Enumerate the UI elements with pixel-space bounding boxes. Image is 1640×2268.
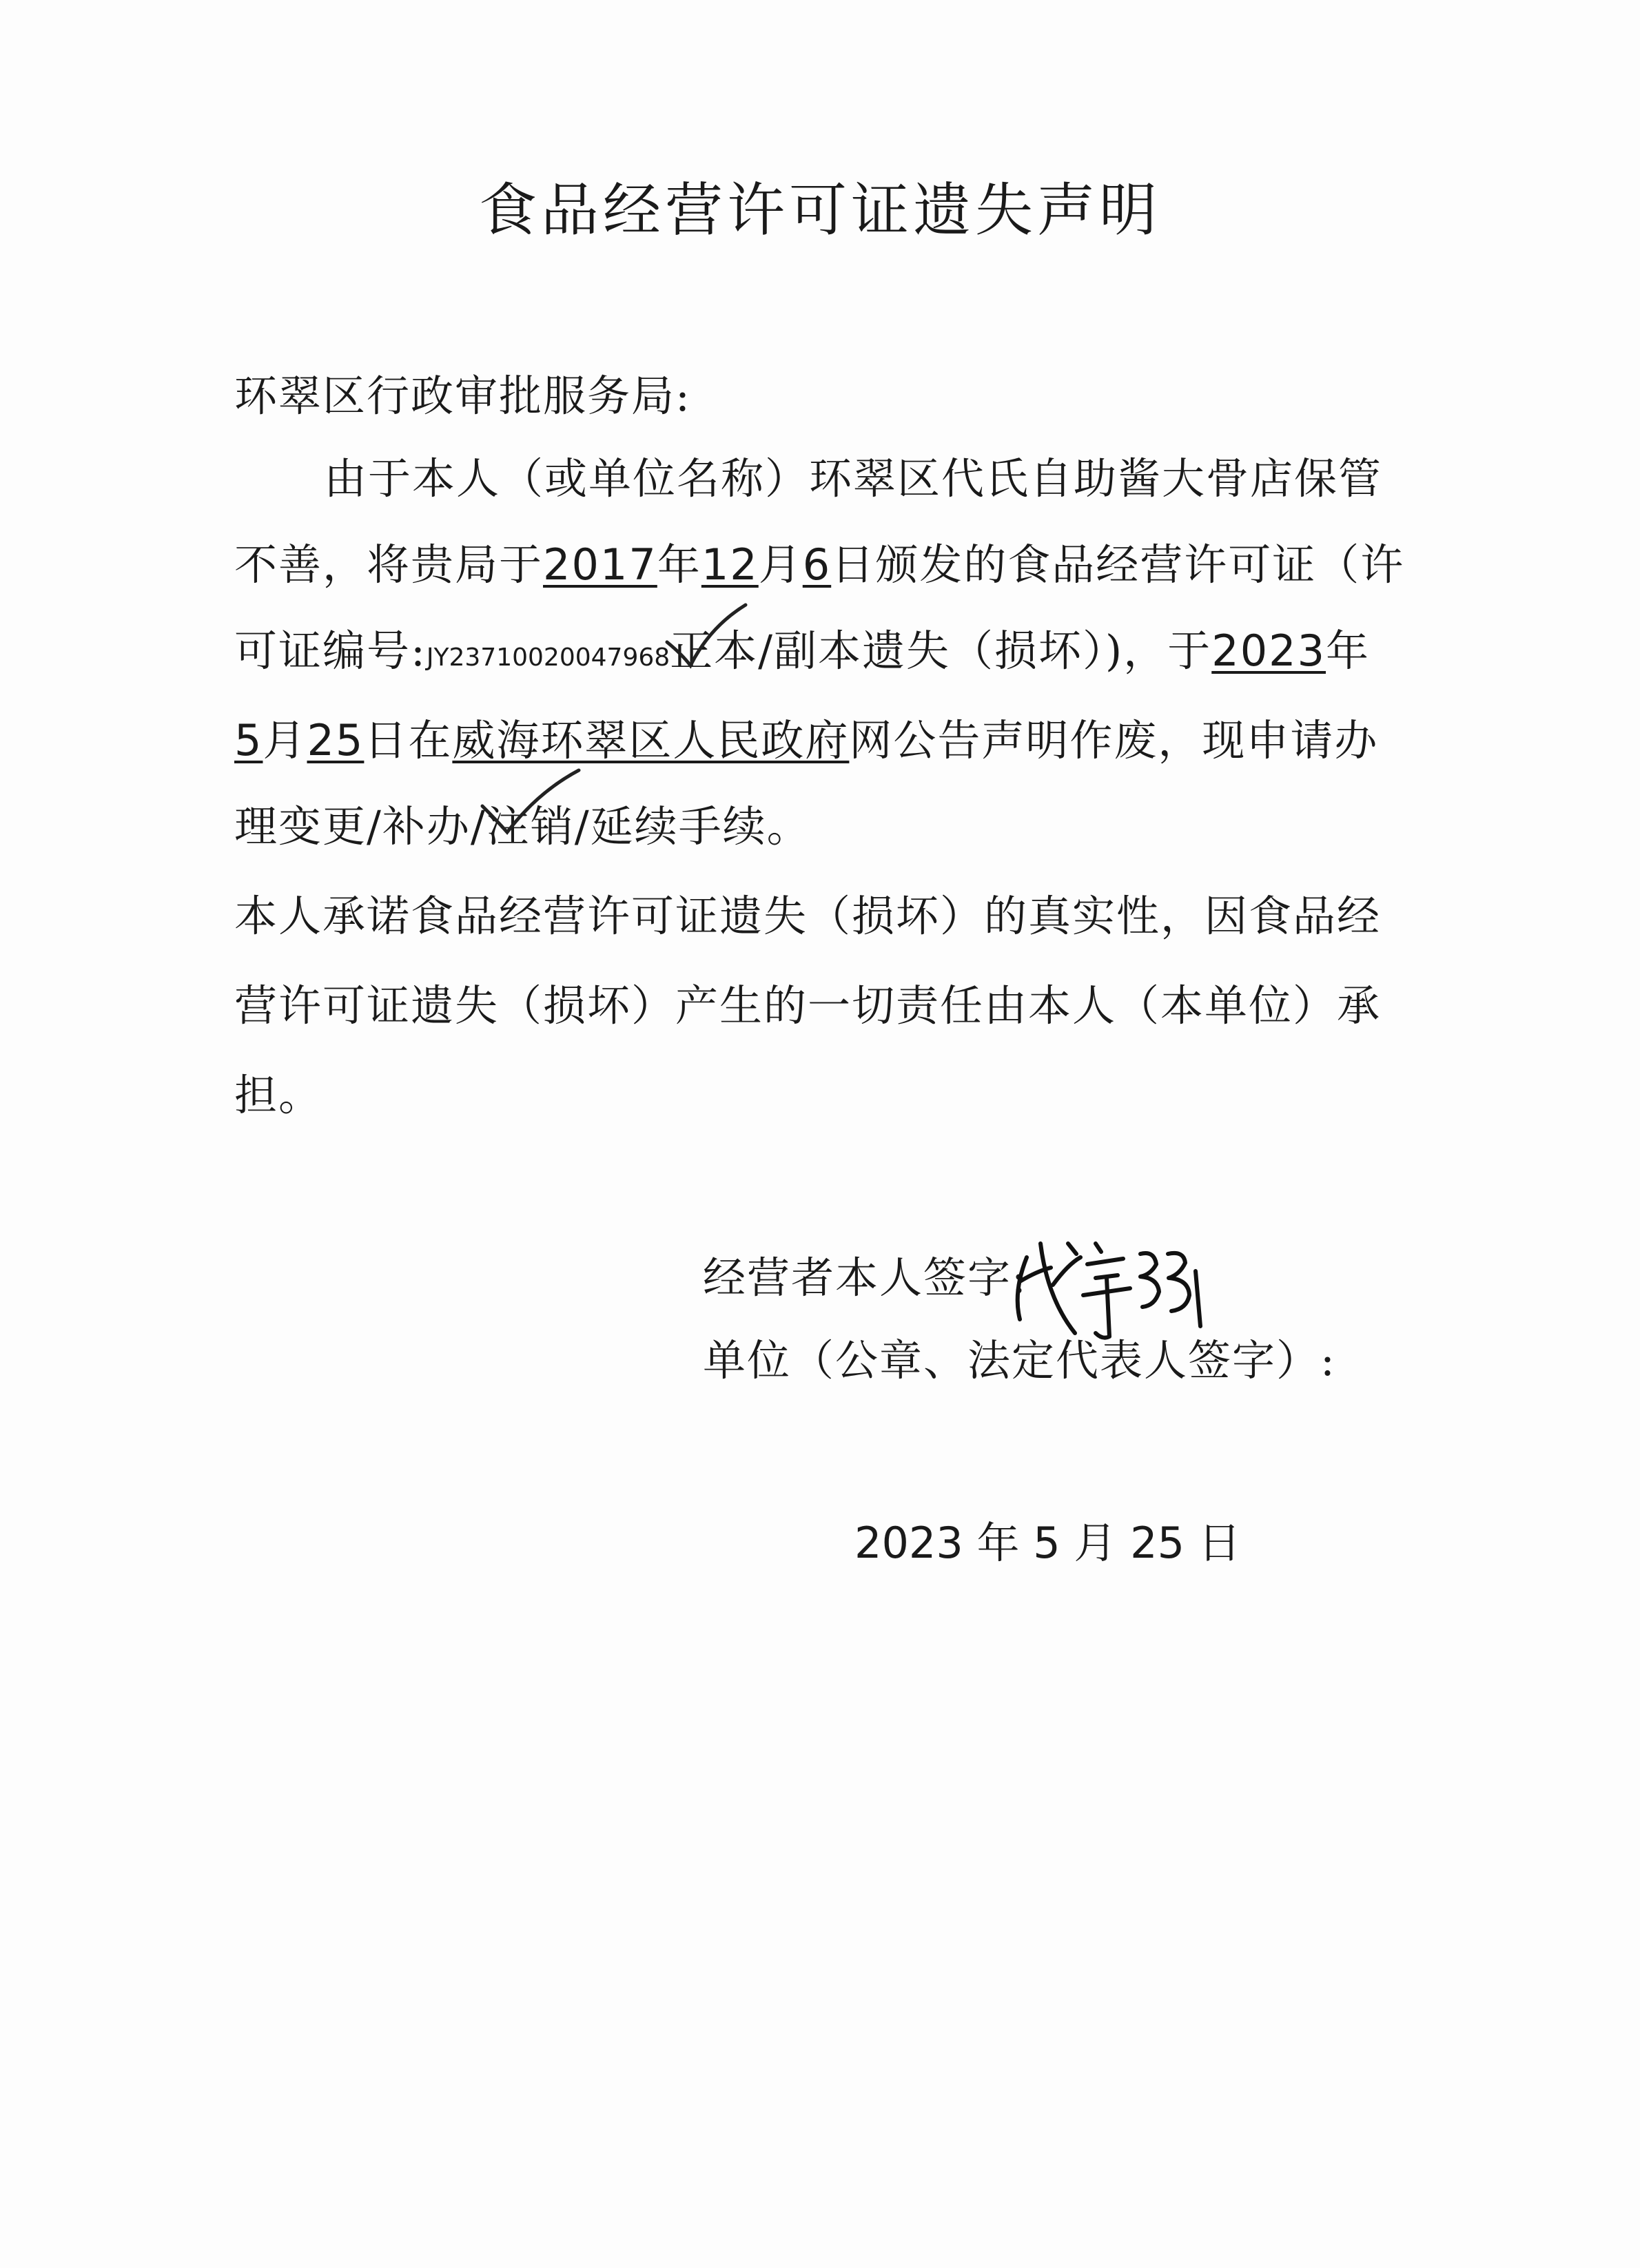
p1-line-4: 5月25日在威海环翠区人民政府网公告声明作废，现申请办: [234, 715, 1379, 765]
unit-signature-label: 单位（公章、法定代表人签字）:: [703, 1335, 1336, 1385]
announce-month: 5: [234, 715, 263, 765]
announce-year: 2023: [1211, 626, 1326, 676]
addressee: 环翠区行政审批服务局:: [234, 371, 691, 421]
p1-line-1: 由于本人（或单位名称）环翠区代氏自助酱大骨店保管: [324, 453, 1383, 504]
license-number: JY23710020047968: [426, 643, 670, 672]
document-title: 食品经营许可证遗失声明: [478, 176, 1161, 244]
issue-month: 12: [701, 539, 759, 590]
p2-line-2: 营许可证遗失（损坏）产生的一切责任由本人（本单位）承: [234, 980, 1382, 1031]
announce-site: 威海环翠区人民政府: [452, 715, 850, 765]
issue-day: 6: [802, 539, 832, 590]
p1-line-2: 不善，将贵局于2017年12月6日颁发的食品经营许可证（许: [234, 539, 1405, 590]
announce-day: 25: [307, 715, 365, 765]
p1-line-5: 理变更/补办/注销/延续手续。: [234, 801, 811, 852]
issue-year: 2017: [543, 539, 657, 590]
p1-line-3: 可证编号:JY23710020047968正本/副本遗失（损坏）)，于2023年: [234, 626, 1371, 676]
declaration-date: 2023 年 5 月 25 日: [854, 1518, 1241, 1568]
p2-line-1: 本人承诺食品经营许可证遗失（损坏）的真实性，因食品经: [234, 891, 1382, 941]
p2-line-3: 担。: [234, 1070, 323, 1120]
owner-signature-label: 经营者本人签字:: [703, 1252, 1027, 1303]
